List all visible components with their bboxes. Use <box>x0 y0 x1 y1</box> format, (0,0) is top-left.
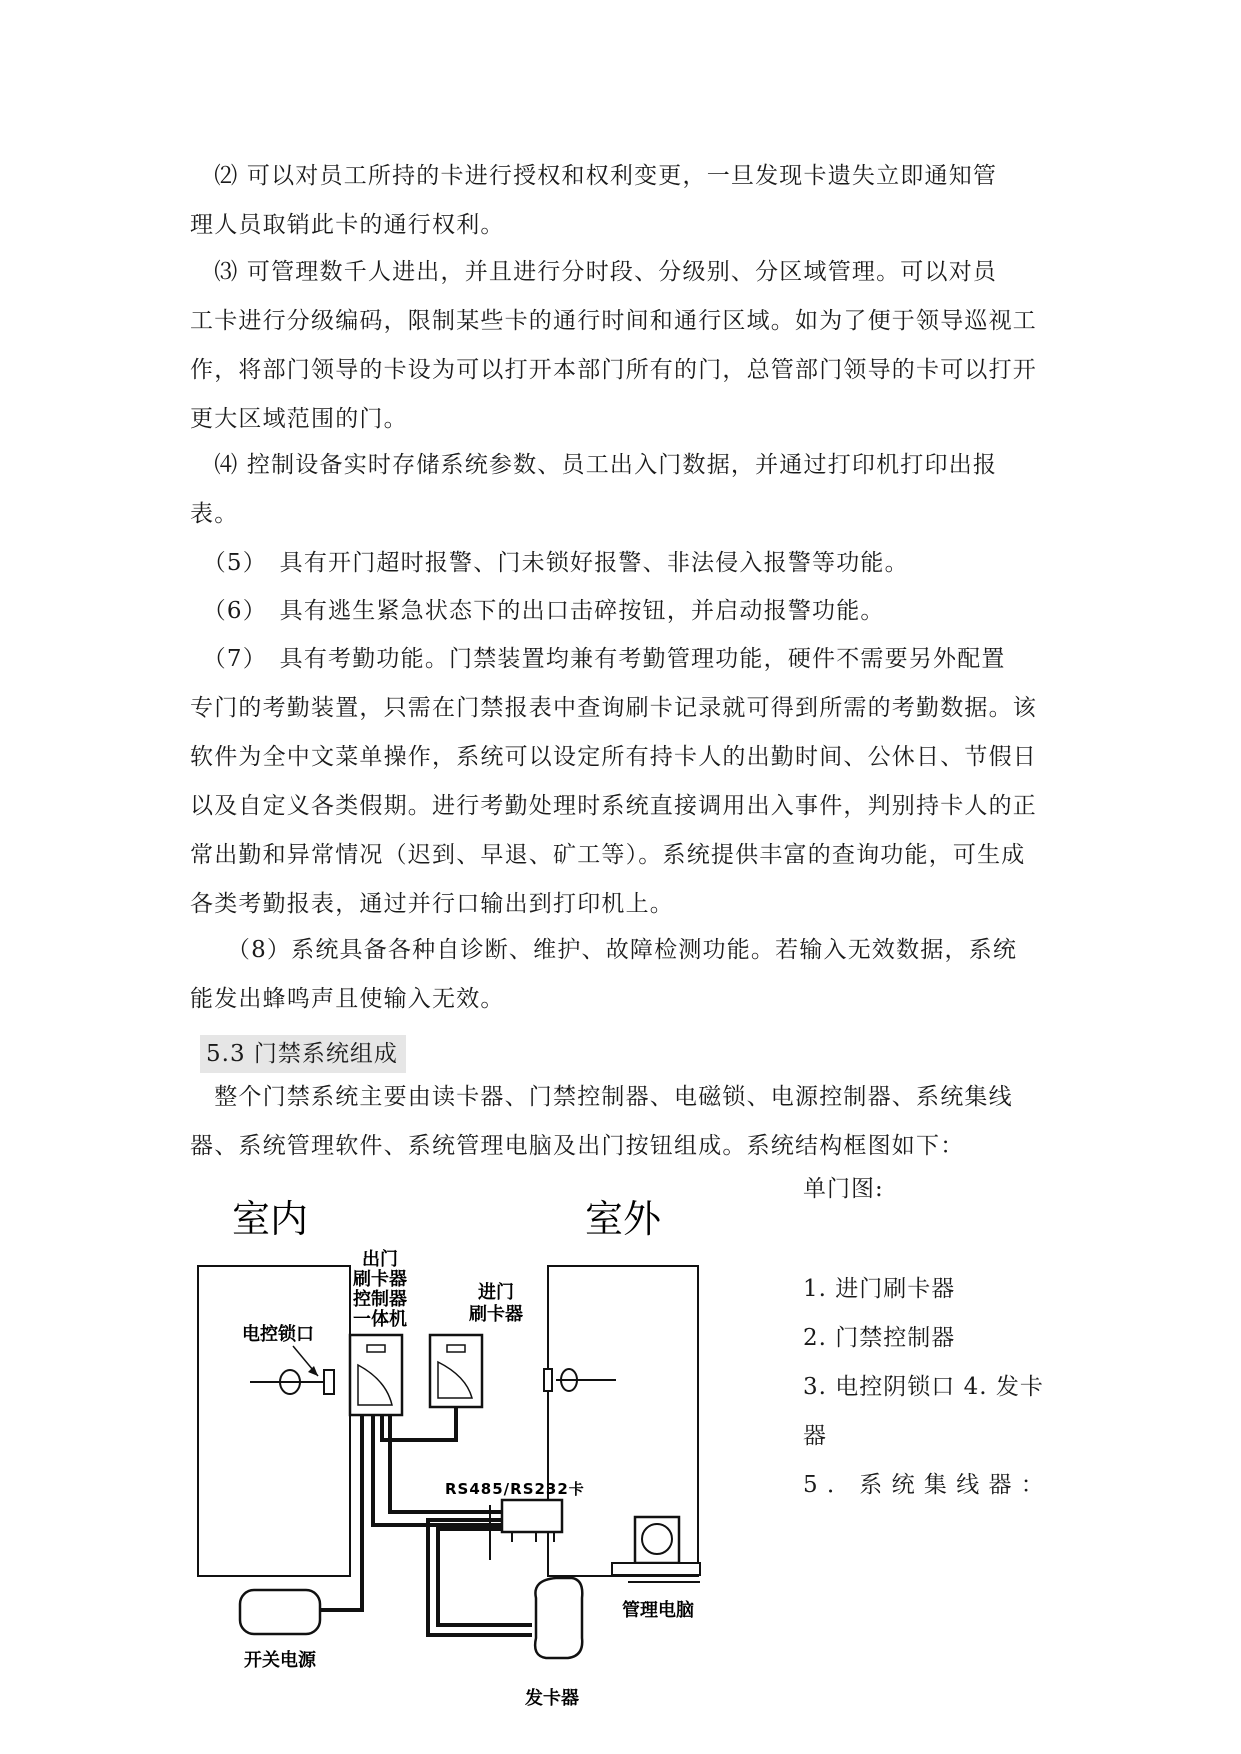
paragraph-5 <box>190 539 1052 588</box>
exit-unit-label-3: 控制器 <box>353 1289 407 1310</box>
paragraph-3 <box>190 248 1052 444</box>
legend-item-1: 1. 进门刷卡器 <box>803 1276 956 1302</box>
power-wire <box>320 1415 362 1610</box>
text-line: （7） 具有考勤功能。门禁装置均兼有考勤管理功能，硬件不需要另外配置 <box>190 646 1006 672</box>
rs-card-label: RS485/RS232卡 <box>445 1480 585 1498</box>
indoor-label: 室内 <box>232 1197 309 1241</box>
entry-reader-label-2: 刷卡器 <box>469 1304 523 1325</box>
lock-label: 电控锁口 <box>242 1324 314 1345</box>
exit-unit-label-4: 一体机 <box>353 1309 407 1330</box>
legend-title: 单门图: <box>803 1176 884 1202</box>
exit-unit-label-2: 刷卡器 <box>353 1269 407 1290</box>
access-control-diagram <box>180 1180 800 1740</box>
paragraph-6 <box>190 587 1052 636</box>
power-supply-label: 开关电源 <box>244 1650 316 1671</box>
pc-label: 管理电脑 <box>622 1600 694 1621</box>
card-issuer-label: 发卡器 <box>525 1688 579 1709</box>
paragraph-4 <box>190 441 1052 539</box>
outdoor-lock-plate <box>544 1369 552 1391</box>
indoor-door <box>198 1266 350 1576</box>
text-line: 专门的考勤装置，只需在门禁报表中查询刷卡记录就可得到所需的考勤数据。该 <box>190 695 1037 721</box>
text-line: 常出勤和异常情况（迟到、早退、矿工等）。系统提供丰富的查询功能，可生成 <box>190 842 1026 868</box>
section-heading: 5.3 门禁系统组成 <box>200 1035 406 1073</box>
text-line: 各类考勤报表，通过并行口输出到打印机上。 <box>190 891 674 917</box>
issuer-wire-1 <box>428 1520 532 1635</box>
text-line: 表。 <box>190 501 239 527</box>
power-supply-box <box>240 1590 320 1634</box>
text-line: 软件为全中文菜单操作，系统可以设定所有持卡人的出勤时间、公休日、节假日 <box>190 744 1037 770</box>
text-line: 整个门禁系统主要由读卡器、门禁控制器、电磁锁、电源控制器、系统集线 <box>190 1084 1013 1110</box>
text-line: 能发出蜂鸣声且使输入无效。 <box>190 986 505 1012</box>
text-line: （5） 具有开门超时报警、门未锁好报警、非法侵入报警等功能。 <box>190 550 909 576</box>
text-line: （6） 具有逃生紧急状态下的出口击碎按钮，并启动报警功能。 <box>190 598 885 624</box>
card-issuer-shape <box>535 1578 582 1658</box>
text-line: 理人员取销此卡的通行权利。 <box>190 212 505 238</box>
text-line: ⑷ 控制设备实时存储系统参数、员工出入门数据，并通过打印机打印出报 <box>190 452 998 478</box>
exit-unit-label-1: 出门 <box>362 1249 398 1270</box>
legend-item-3-cont: 器 <box>803 1423 827 1449</box>
text-line: 更大区域范围的门。 <box>190 406 408 432</box>
issuer-wire-2 <box>438 1529 532 1625</box>
paragraph-7 <box>190 635 1052 929</box>
legend-item-5: 5 ． 系 统 集 线 器 ： <box>803 1472 1045 1498</box>
legend-item-2: 2. 门禁控制器 <box>803 1325 956 1351</box>
text-line: ⑵ 可以对员工所持的卡进行授权和权利变更，一旦发现卡遗失立即通知管 <box>190 163 998 189</box>
text-line: ⑶ 可管理数千人进出，并且进行分时段、分级别、分区域管理。可以对员 <box>190 259 998 285</box>
lock-arrow-head <box>308 1366 318 1376</box>
intro-paragraph <box>190 1073 1052 1171</box>
paragraph-2 <box>190 152 1052 250</box>
entry-reader-label-1: 进门 <box>478 1282 514 1303</box>
text-line: 作，将部门领导的卡设为可以打开本部门所有的门，总管部门领导的卡可以打开 <box>190 357 1037 383</box>
hub-card-box <box>502 1500 562 1532</box>
pc-base <box>612 1563 700 1575</box>
text-line: （8）系统具备各种自诊断、维护、故障检测功能。若输入无效数据，系统 <box>190 937 1018 963</box>
hub-wire-1 <box>373 1415 502 1525</box>
text-line: 工卡进行分级编码，限制某些卡的通行时间和通行区域。如为了便于领导巡视工 <box>190 308 1037 334</box>
outdoor-label: 室外 <box>585 1197 662 1241</box>
indoor-lock-plate <box>324 1370 334 1394</box>
legend-item-3: 3. 电控阴锁口 4. 发卡 <box>803 1374 1044 1400</box>
text-line: 器、系统管理软件、系统管理电脑及出门按钮组成。系统结构框图如下： <box>190 1133 965 1159</box>
text-line: 以及自定义各类假期。进行考勤处理时系统直接调用出入事件，判别持卡人的正 <box>190 793 1037 819</box>
paragraph-8 <box>190 926 1052 1024</box>
